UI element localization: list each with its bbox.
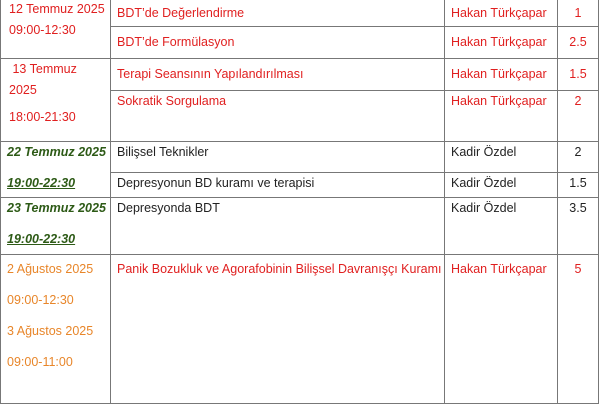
date-cell (1, 198, 111, 255)
date-cell (1, 142, 111, 198)
time-text: 18:00-21:30 (9, 110, 76, 124)
date-text: 22 Temmuz 2025 (7, 145, 106, 159)
instructor-cell: Hakan Türkçapar (445, 255, 558, 404)
hours-cell: 5 (558, 255, 599, 404)
topic-cell: BDT’de Formülasyon (111, 27, 445, 59)
hours-cell: 1 (558, 0, 599, 27)
instructor-cell: Kadir Özdel (445, 198, 558, 255)
table-row (1, 255, 599, 404)
time-text: 19:00-22:30 (7, 176, 76, 190)
topic-cell: Panik Bozukluk ve Agorafobinin Bilişsel Davranışçı Kuramı (111, 255, 445, 404)
topic-cell: Bilişsel Teknikler (111, 142, 445, 173)
date-text: 12 Temmuz 2025 (9, 2, 105, 16)
topic-cell: Sokratik Sorgulama (111, 91, 445, 142)
table-row (1, 142, 599, 173)
table-row (1, 0, 599, 27)
date-text: 13 Temmuz (9, 62, 77, 76)
instructor-cell: Kadir Özdel (445, 142, 558, 173)
topic-cell: Depresyonda BDT (111, 198, 445, 255)
date-text: 2 Ağustos 2025 (7, 262, 94, 276)
time-text: 09:00-12:30 (9, 23, 76, 37)
date-text: 3 Ağustos 2025 (7, 324, 94, 338)
instructor-cell: Hakan Türkçapar (445, 59, 558, 91)
time-text: 19:00-22:30 (7, 232, 76, 246)
date-cell (1, 0, 111, 59)
instructor-cell: Hakan Türkçapar (445, 91, 558, 142)
topic-cell: Terapi Seansının Yapılandırılması (111, 59, 445, 91)
hours-cell: 2.5 (558, 27, 599, 59)
time-text: 09:00-11:00 (7, 355, 73, 369)
date-text: 23 Temmuz 2025 (7, 201, 106, 215)
time-text: 09:00-12:30 (7, 293, 74, 307)
hours-cell: 1.5 (558, 173, 599, 198)
hours-cell: 2 (558, 142, 599, 173)
topic-cell: Depresyonun BD kuramı ve terapisi (111, 173, 445, 198)
instructor-cell: Hakan Türkçapar (445, 27, 558, 59)
table-row (1, 59, 599, 91)
hours-cell: 3.5 (558, 198, 599, 255)
instructor-cell: Hakan Türkçapar (445, 0, 558, 27)
table-row (1, 198, 599, 255)
date-cell (1, 255, 111, 404)
hours-cell: 2 (558, 91, 599, 142)
instructor-cell: Kadir Özdel (445, 173, 558, 198)
hours-cell: 1.5 (558, 59, 599, 91)
topic-cell: BDT’de Değerlendirme (111, 0, 445, 27)
date-cell: 13 Temmuz 2025 18:00-21:30 (1, 59, 111, 142)
